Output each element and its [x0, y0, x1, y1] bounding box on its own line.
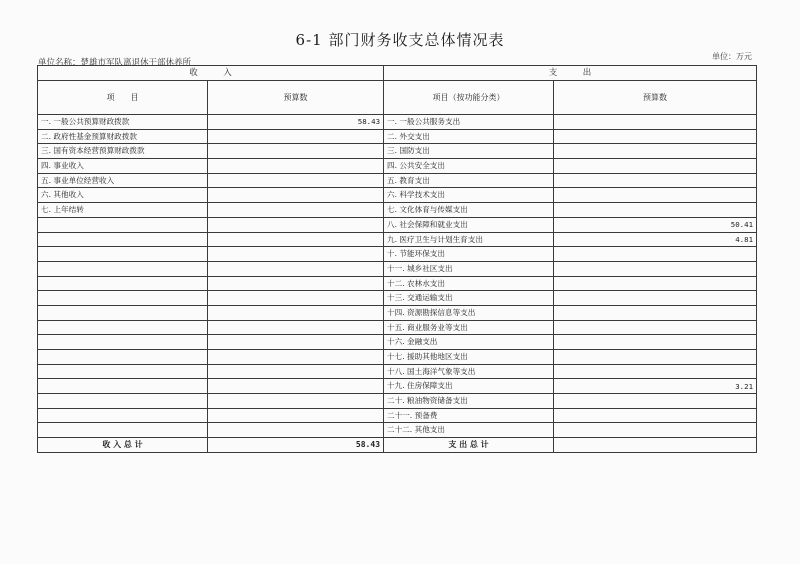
table-row — [38, 261, 757, 276]
table-row — [38, 305, 757, 320]
income-item — [38, 276, 208, 291]
income-value — [208, 335, 384, 350]
table-row — [38, 203, 757, 218]
expense-value — [554, 291, 757, 306]
section-header-row — [38, 66, 757, 81]
income-value — [208, 320, 384, 335]
column-header-row — [38, 81, 757, 115]
income-item — [38, 232, 208, 247]
expense-item: 五. 教育支出 — [384, 173, 554, 188]
income-value — [208, 364, 384, 379]
income-item — [38, 408, 208, 423]
expense-value — [554, 144, 757, 159]
income-value — [208, 408, 384, 423]
expense-item: 十四. 资源勘探信息等支出 — [384, 305, 554, 320]
expense-item: 二. 外交支出 — [384, 129, 554, 144]
income-value — [208, 217, 384, 232]
expense-item: 十九. 住房保障支出 — [384, 379, 554, 394]
expense-item: 十七. 援助其他地区支出 — [384, 350, 554, 365]
income-item — [38, 247, 208, 262]
expense-value: 4.81 — [554, 232, 757, 247]
finance-table — [37, 65, 757, 453]
expense-header: 支 出 — [384, 66, 757, 81]
income-item: 四. 事业收入 — [38, 159, 208, 174]
expense-item: 三. 国防支出 — [384, 144, 554, 159]
expense-value — [554, 335, 757, 350]
income-value — [208, 144, 384, 159]
income-value — [208, 159, 384, 174]
income-item: 五. 事业单位经营收入 — [38, 173, 208, 188]
expense-value — [554, 203, 757, 218]
expense-value — [554, 305, 757, 320]
expense-value — [554, 188, 757, 203]
expense-total-value — [554, 438, 757, 453]
income-item — [38, 320, 208, 335]
page-title: 6-1 部门财务收支总体情况表 — [295, 31, 505, 49]
expense-value — [554, 129, 757, 144]
income-value — [208, 232, 384, 247]
expense-value — [554, 261, 757, 276]
expense-item: 二十一. 预备费 — [384, 408, 554, 423]
income-value: 58.43 — [208, 115, 384, 130]
expense-item: 十一. 城乡社区支出 — [384, 261, 554, 276]
income-value — [208, 394, 384, 409]
expense-item: 十六. 金融支出 — [384, 335, 554, 350]
income-value — [208, 423, 384, 438]
income-value — [208, 261, 384, 276]
income-value — [208, 129, 384, 144]
income-item — [38, 394, 208, 409]
total-row — [38, 438, 757, 453]
table-row — [38, 144, 757, 159]
income-value — [208, 350, 384, 365]
expense-value — [554, 247, 757, 262]
expense-value — [554, 408, 757, 423]
income-item: 二. 政府性基金预算财政拨款 — [38, 129, 208, 144]
table-row — [38, 408, 757, 423]
income-value — [208, 188, 384, 203]
expense-value — [554, 423, 757, 438]
expense-item: 四. 公共安全支出 — [384, 159, 554, 174]
income-item: 七. 上年结转 — [38, 203, 208, 218]
expense-item: 十五. 商业服务业等支出 — [384, 320, 554, 335]
table-row — [38, 394, 757, 409]
income-total-value: 58.43 — [208, 438, 384, 453]
expense-item: 八. 社会保障和就业支出 — [384, 217, 554, 232]
expense-value — [554, 394, 757, 409]
income-item — [38, 423, 208, 438]
table-row — [38, 276, 757, 291]
income-item — [38, 217, 208, 232]
income-item — [38, 335, 208, 350]
income-header: 收 入 — [38, 66, 384, 81]
income-value — [208, 247, 384, 262]
income-value — [208, 379, 384, 394]
expense-item: 一. 一般公共服务支出 — [384, 115, 554, 130]
income-item: 六. 其他收入 — [38, 188, 208, 203]
col-item: 项 目 — [38, 81, 208, 115]
table-row — [38, 247, 757, 262]
income-total-label: 收 入 总 计 — [38, 438, 208, 453]
table-row — [38, 423, 757, 438]
income-value — [208, 291, 384, 306]
table-row — [38, 291, 757, 306]
table-row — [38, 232, 757, 247]
table-row — [38, 173, 757, 188]
col-budget-expense: 预算数 — [554, 81, 757, 115]
income-value — [208, 305, 384, 320]
expense-item: 七. 文化体育与传媒支出 — [384, 203, 554, 218]
expense-value — [554, 276, 757, 291]
unit-label: 单位：万元 — [712, 52, 752, 61]
expense-value — [554, 320, 757, 335]
table-row — [38, 379, 757, 394]
table-row — [38, 320, 757, 335]
income-value — [208, 276, 384, 291]
table-row — [38, 129, 757, 144]
expense-value — [554, 115, 757, 130]
income-value — [208, 173, 384, 188]
income-item — [38, 291, 208, 306]
expense-item: 十二. 农林水支出 — [384, 276, 554, 291]
expense-item: 十三. 交通运输支出 — [384, 291, 554, 306]
income-value — [208, 203, 384, 218]
income-item: 一. 一般公共预算财政拨款 — [38, 115, 208, 130]
col-item-func: 项目（按功能分类） — [384, 81, 554, 115]
table-row — [38, 364, 757, 379]
expense-item: 十八. 国土海洋气象等支出 — [384, 364, 554, 379]
expense-value — [554, 350, 757, 365]
expense-value — [554, 364, 757, 379]
income-item — [38, 350, 208, 365]
table-row — [38, 335, 757, 350]
expense-item: 六. 科学技术支出 — [384, 188, 554, 203]
table-row — [38, 159, 757, 174]
expense-item: 二十. 粮油物资储备支出 — [384, 394, 554, 409]
income-item — [38, 364, 208, 379]
table-row — [38, 350, 757, 365]
expense-item: 十. 节能环保支出 — [384, 247, 554, 262]
col-budget: 预算数 — [208, 81, 384, 115]
expense-value: 3.21 — [554, 379, 757, 394]
expense-item: 二十二. 其他支出 — [384, 423, 554, 438]
expense-value — [554, 173, 757, 188]
income-item: 三. 国有资本经营预算财政拨款 — [38, 144, 208, 159]
table-row — [38, 217, 757, 232]
income-item — [38, 261, 208, 276]
expense-item: 九. 医疗卫生与计划生育支出 — [384, 232, 554, 247]
unit-name: 单位名称：楚雄市军队离退休干部休养所 — [38, 58, 192, 68]
table-row — [38, 115, 757, 130]
table-row — [38, 188, 757, 203]
expense-value — [554, 159, 757, 174]
expense-total-label: 支 出 总 计 — [384, 438, 554, 453]
income-item — [38, 379, 208, 394]
expense-value: 50.41 — [554, 217, 757, 232]
income-item — [38, 305, 208, 320]
